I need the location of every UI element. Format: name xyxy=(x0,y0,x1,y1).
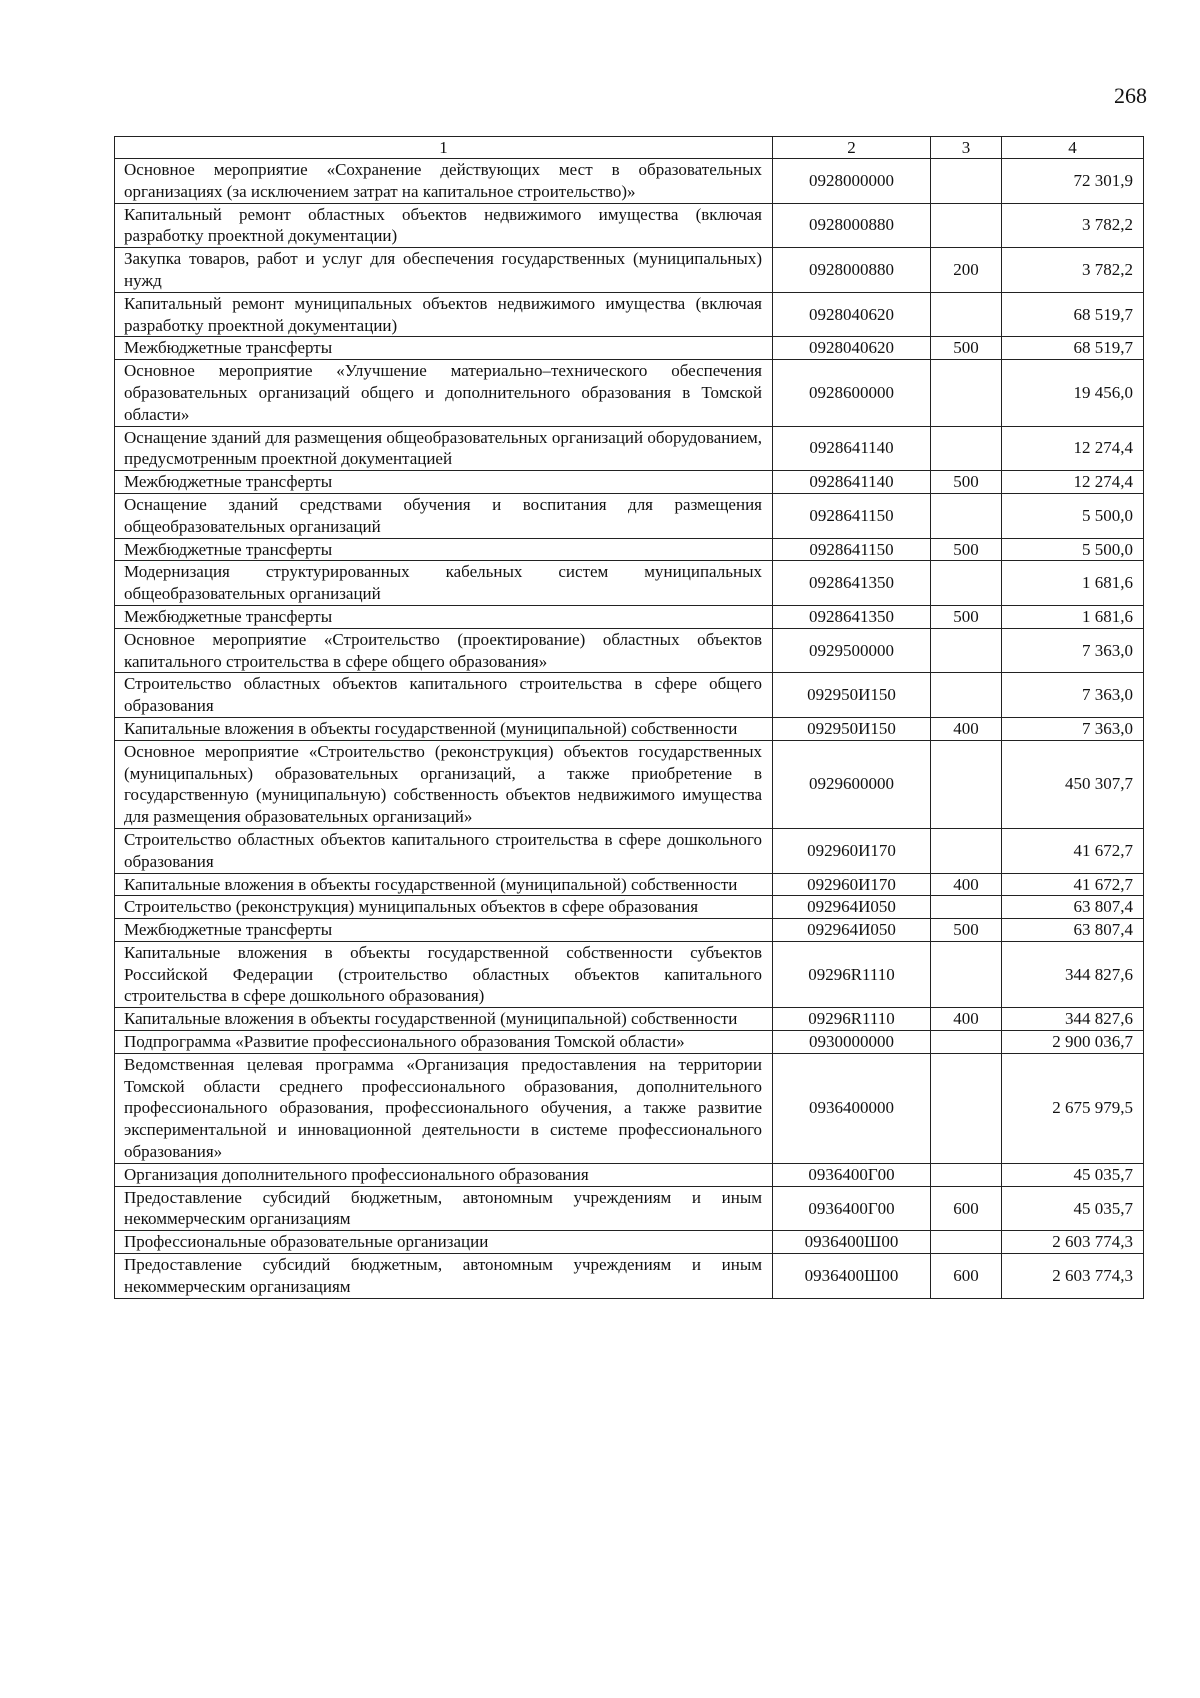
row-name-cell: Капитальные вложения в объекты государственной (муниципальной) собственности xyxy=(115,1008,773,1031)
row-name-cell: Капитальный ремонт областных объектов недвижимого имущества (включая разработку проектной документации) xyxy=(115,203,773,248)
table-row xyxy=(115,1031,1144,1054)
row-code-cell: 0928641350 xyxy=(773,561,931,606)
row-expense-type-cell: 500 xyxy=(931,605,1002,628)
row-name-cell: Основное мероприятие «Строительство (проектирование) областных объектов капитального строительства в сфере общего образования» xyxy=(115,628,773,673)
row-name-cell: Межбюджетные трансферты xyxy=(115,919,773,942)
row-amount-cell: 63 807,4 xyxy=(1002,896,1144,919)
row-amount-cell: 344 827,6 xyxy=(1002,1008,1144,1031)
row-code-cell: 0928040620 xyxy=(773,337,931,360)
row-amount-cell: 1 681,6 xyxy=(1002,561,1144,606)
table-row xyxy=(115,561,1144,606)
row-expense-type-cell xyxy=(931,561,1002,606)
row-name-cell: Строительство (реконструкция) муниципальных объектов в сфере образования xyxy=(115,896,773,919)
row-code-cell: 0936400Г00 xyxy=(773,1186,931,1231)
column-header-1: 1 xyxy=(115,137,773,159)
row-code-cell: 09296R1110 xyxy=(773,1008,931,1031)
row-name-cell: Основное мероприятие «Строительство (реконструкция) объектов государственных (муниципальных) образовательных организаций, а также приобретение в государственную (муниципальную) собственность объектов недвижимого имущества для размещения образовательных организаций» xyxy=(115,740,773,828)
table-row xyxy=(115,337,1144,360)
row-code-cell: 092964И050 xyxy=(773,896,931,919)
row-expense-type-cell xyxy=(931,1031,1002,1054)
table-row xyxy=(115,1254,1144,1299)
row-expense-type-cell: 600 xyxy=(931,1186,1002,1231)
row-amount-cell: 7 363,0 xyxy=(1002,717,1144,740)
row-name-cell: Подпрограмма «Развитие профессионального образования Томской области» xyxy=(115,1031,773,1054)
table-row xyxy=(115,896,1144,919)
page-number: 268 xyxy=(1114,83,1147,108)
row-expense-type-cell: 200 xyxy=(931,248,1002,293)
row-expense-type-cell: 500 xyxy=(931,919,1002,942)
row-amount-cell: 450 307,7 xyxy=(1002,740,1144,828)
row-amount-cell: 3 782,2 xyxy=(1002,203,1144,248)
row-name-cell: Строительство областных объектов капитального строительства в сфере дошкольного образования xyxy=(115,828,773,873)
table-body xyxy=(115,159,1144,1299)
row-amount-cell: 63 807,4 xyxy=(1002,919,1144,942)
row-name-cell: Межбюджетные трансферты xyxy=(115,605,773,628)
row-code-cell: 0928000000 xyxy=(773,159,931,204)
row-expense-type-cell xyxy=(931,426,1002,471)
row-name-cell: Предоставление субсидий бюджетным, автономным учреждениям и иным некоммерческим организациям xyxy=(115,1254,773,1299)
table-row xyxy=(115,873,1144,896)
row-amount-cell: 1 681,6 xyxy=(1002,605,1144,628)
table-row xyxy=(115,1231,1144,1254)
row-code-cell: 092964И050 xyxy=(773,919,931,942)
row-amount-cell: 2 603 774,3 xyxy=(1002,1231,1144,1254)
row-code-cell: 092960И170 xyxy=(773,873,931,896)
table-row xyxy=(115,203,1144,248)
table-row xyxy=(115,292,1144,337)
row-code-cell: 0928000880 xyxy=(773,203,931,248)
row-name-cell: Капитальные вложения в объекты государственной (муниципальной) собственности xyxy=(115,717,773,740)
table-row xyxy=(115,1008,1144,1031)
row-amount-cell: 5 500,0 xyxy=(1002,538,1144,561)
row-expense-type-cell: 500 xyxy=(931,538,1002,561)
table-row xyxy=(115,1053,1144,1163)
table-row xyxy=(115,360,1144,426)
table-row xyxy=(115,159,1144,204)
row-amount-cell: 12 274,4 xyxy=(1002,471,1144,494)
row-expense-type-cell: 400 xyxy=(931,1008,1002,1031)
row-name-cell: Оснащение зданий для размещения общеобразовательных организаций оборудованием, предусмотренным проектной документацией xyxy=(115,426,773,471)
row-amount-cell: 3 782,2 xyxy=(1002,248,1144,293)
row-expense-type-cell xyxy=(931,203,1002,248)
table-row xyxy=(115,605,1144,628)
row-expense-type-cell xyxy=(931,159,1002,204)
row-name-cell: Строительство областных объектов капитального строительства в сфере общего образования xyxy=(115,673,773,718)
table-row xyxy=(115,717,1144,740)
table-row xyxy=(115,248,1144,293)
row-expense-type-cell xyxy=(931,896,1002,919)
row-expense-type-cell: 500 xyxy=(931,471,1002,494)
row-name-cell: Организация дополнительного профессионального образования xyxy=(115,1163,773,1186)
row-expense-type-cell xyxy=(931,673,1002,718)
table-row xyxy=(115,828,1144,873)
row-code-cell: 0929500000 xyxy=(773,628,931,673)
table-row xyxy=(115,1163,1144,1186)
row-expense-type-cell xyxy=(931,1053,1002,1163)
row-amount-cell: 45 035,7 xyxy=(1002,1186,1144,1231)
header-row xyxy=(115,137,1144,159)
row-expense-type-cell xyxy=(931,740,1002,828)
row-name-cell: Оснащение зданий средствами обучения и воспитания для размещения общеобразовательных организаций xyxy=(115,493,773,538)
row-code-cell: 0930000000 xyxy=(773,1031,931,1054)
row-code-cell: 0928000880 xyxy=(773,248,931,293)
table-row xyxy=(115,673,1144,718)
row-expense-type-cell: 600 xyxy=(931,1254,1002,1299)
row-code-cell: 092960И170 xyxy=(773,828,931,873)
row-name-cell: Капитальный ремонт муниципальных объектов недвижимого имущества (включая разработку проектной документации) xyxy=(115,292,773,337)
row-code-cell: 0928641140 xyxy=(773,426,931,471)
table-row xyxy=(115,628,1144,673)
row-code-cell: 092950И150 xyxy=(773,673,931,718)
row-expense-type-cell xyxy=(931,628,1002,673)
row-code-cell: 0929600000 xyxy=(773,740,931,828)
row-amount-cell: 2 675 979,5 xyxy=(1002,1053,1144,1163)
row-expense-type-cell xyxy=(931,941,1002,1007)
row-amount-cell: 12 274,4 xyxy=(1002,426,1144,471)
row-code-cell: 0928600000 xyxy=(773,360,931,426)
row-code-cell: 0928641350 xyxy=(773,605,931,628)
row-amount-cell: 5 500,0 xyxy=(1002,493,1144,538)
row-name-cell: Профессиональные образовательные организации xyxy=(115,1231,773,1254)
row-code-cell: 0928641140 xyxy=(773,471,931,494)
row-amount-cell: 68 519,7 xyxy=(1002,337,1144,360)
table-row xyxy=(115,740,1144,828)
row-name-cell: Предоставление субсидий бюджетным, автономным учреждениям и иным некоммерческим организациям xyxy=(115,1186,773,1231)
row-expense-type-cell: 400 xyxy=(931,717,1002,740)
row-expense-type-cell xyxy=(931,493,1002,538)
table-row xyxy=(115,426,1144,471)
row-expense-type-cell xyxy=(931,1163,1002,1186)
row-amount-cell: 68 519,7 xyxy=(1002,292,1144,337)
row-expense-type-cell xyxy=(931,292,1002,337)
row-amount-cell: 2 603 774,3 xyxy=(1002,1254,1144,1299)
row-name-cell: Закупка товаров, работ и услуг для обеспечения государственных (муниципальных) нужд xyxy=(115,248,773,293)
row-code-cell: 0928040620 xyxy=(773,292,931,337)
row-name-cell: Основное мероприятие «Улучшение материально–технического обеспечения образовательных организаций общего и дополнительного образования в Томской области» xyxy=(115,360,773,426)
row-code-cell: 0928641150 xyxy=(773,493,931,538)
table-row xyxy=(115,1186,1144,1231)
row-expense-type-cell xyxy=(931,1231,1002,1254)
row-code-cell: 0936400Ш00 xyxy=(773,1254,931,1299)
row-amount-cell: 41 672,7 xyxy=(1002,873,1144,896)
row-expense-type-cell xyxy=(931,360,1002,426)
table-row xyxy=(115,941,1144,1007)
row-code-cell: 0928641150 xyxy=(773,538,931,561)
table-row xyxy=(115,919,1144,942)
column-header-2: 2 xyxy=(773,137,931,159)
row-amount-cell: 41 672,7 xyxy=(1002,828,1144,873)
row-amount-cell: 2 900 036,7 xyxy=(1002,1031,1144,1054)
row-name-cell: Межбюджетные трансферты xyxy=(115,471,773,494)
row-amount-cell: 72 301,9 xyxy=(1002,159,1144,204)
row-amount-cell: 7 363,0 xyxy=(1002,628,1144,673)
row-name-cell: Ведомственная целевая программа «Организация предоставления на территории Томской области среднего профессионального образования, дополнительного профессионального образования, профессионального обучения, а также развитие экспериментальной и инновационной деятельности в системе профессионального образования» xyxy=(115,1053,773,1163)
row-code-cell: 09296R1110 xyxy=(773,941,931,1007)
row-name-cell: Межбюджетные трансферты xyxy=(115,538,773,561)
row-name-cell: Капитальные вложения в объекты государственной (муниципальной) собственности xyxy=(115,873,773,896)
row-name-cell: Межбюджетные трансферты xyxy=(115,337,773,360)
column-header-3: 3 xyxy=(931,137,1002,159)
row-expense-type-cell: 500 xyxy=(931,337,1002,360)
row-name-cell: Модернизация структурированных кабельных систем муниципальных общеобразовательных организаций xyxy=(115,561,773,606)
row-code-cell: 0936400Г00 xyxy=(773,1163,931,1186)
row-code-cell: 0936400000 xyxy=(773,1053,931,1163)
row-code-cell: 092950И150 xyxy=(773,717,931,740)
row-amount-cell: 344 827,6 xyxy=(1002,941,1144,1007)
row-expense-type-cell xyxy=(931,828,1002,873)
row-name-cell: Капитальные вложения в объекты государственной собственности субъектов Российской Федерации (строительство областных объектов капитального строительства в сфере дошкольного образования) xyxy=(115,941,773,1007)
table-row xyxy=(115,471,1144,494)
budget-table xyxy=(114,136,1144,1299)
row-name-cell: Основное мероприятие «Сохранение действующих мест в образовательных организациях (за исключением затрат на капитальное строительство)» xyxy=(115,159,773,204)
row-amount-cell: 45 035,7 xyxy=(1002,1163,1144,1186)
row-expense-type-cell: 400 xyxy=(931,873,1002,896)
row-code-cell: 0936400Ш00 xyxy=(773,1231,931,1254)
table-row xyxy=(115,538,1144,561)
row-amount-cell: 7 363,0 xyxy=(1002,673,1144,718)
column-header-4: 4 xyxy=(1002,137,1144,159)
table-row xyxy=(115,493,1144,538)
row-amount-cell: 19 456,0 xyxy=(1002,360,1144,426)
